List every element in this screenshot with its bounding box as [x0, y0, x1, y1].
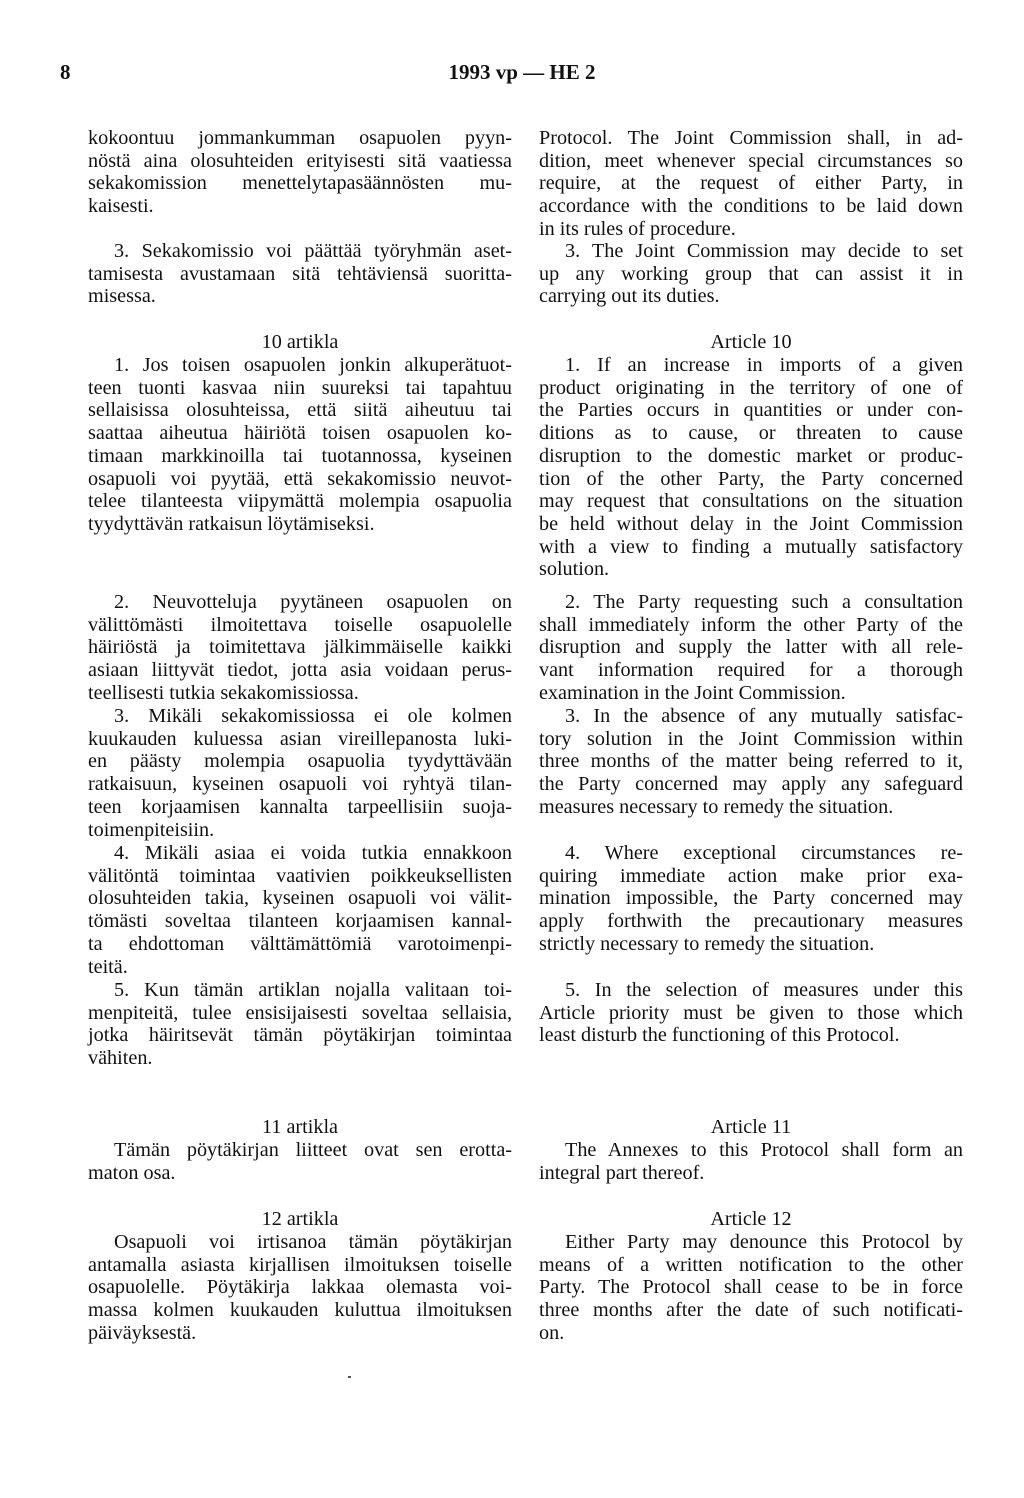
text-line: accordance with the conditions to be laid down — [539, 195, 963, 218]
text-line: dition, meet whenever special circumstances so — [539, 149, 963, 172]
text-line: up any working group that can assist it in — [539, 262, 963, 285]
text-line: menpiteitä, tulee ensisijaisesti soveltaa sellaisia, — [88, 1001, 512, 1024]
text-line: tamisesta avustamaan sitä tehtäviensä suoritta- — [88, 262, 512, 285]
text-line: saattaa aiheutua häiriötä toisen osapuolen ko- — [88, 422, 512, 445]
en-article-12-paragraph — [539, 1231, 963, 1345]
fi-article-11-heading: 11 artikla — [261, 1116, 339, 1138]
fi-article-10-para-2 — [88, 591, 512, 705]
text-line: teellisesti tutkia sekakomissiossa. — [88, 681, 359, 704]
text-line: product originating in the territory of one of — [539, 376, 963, 399]
text-line: misessa. — [88, 285, 156, 308]
en-article-12-heading: Article 12 — [710, 1208, 792, 1230]
text-line: teen korjaamisen kannalta tarpeellisiin suoja- — [88, 795, 512, 818]
text-line: teen tuonti kasvaa niin suureksi tai tapahtuu — [88, 376, 512, 399]
text-line: 5. In the selection of measures under this — [565, 979, 963, 1001]
text-line: measures necessary to remedy the situation. — [539, 795, 894, 818]
text-line: kuukauden kuluessa asian vireillepanosta luki- — [88, 727, 512, 750]
text-line: häiriöstä ja toimitettava jälkimmäiselle kaikki — [88, 636, 512, 659]
text-line: 1. Jos toisen osapuolen jonkin alkuperätuot- — [114, 354, 512, 376]
text-line: 2. Neuvotteluja pyytäneen osapuolen on — [114, 591, 512, 613]
text-line: disruption to the domestic market or produc- — [539, 444, 963, 467]
text-line: ratkaisuun, kyseinen osapuoli voi ryhtyä tilan- — [88, 773, 512, 796]
en-article-11-heading: Article 11 — [710, 1116, 792, 1138]
text-line: toimenpiteisiin. — [88, 818, 215, 841]
text-line: mination impossible, the Party concerned may — [539, 887, 963, 910]
text-line: 3. Sekakomissio voi päättää työryhmän aset- — [114, 240, 512, 262]
text-line: ditions as to cause, or threaten to cause — [539, 422, 963, 445]
text-line: Either Party may denounce this Protocol by — [565, 1231, 963, 1253]
text-line: ta ehdottoman välttämättömiä varotoimenpi- — [88, 932, 512, 955]
text-line: 3. In the absence of any mutually satisfac- — [565, 705, 963, 727]
en-article-10-heading: Article 10 — [710, 331, 792, 353]
text-line: asiaan liittyvät tiedot, jotta asia voidaan perus- — [88, 659, 512, 682]
text-line: välittömästi ilmoitettava toiselle osapuolelle — [88, 613, 512, 636]
text-line: olosuhteiden takia, kyseinen osapuoli voi välit- — [88, 887, 512, 910]
en-article-10-para-3 — [539, 705, 963, 819]
fi-article-12-heading: 12 artikla — [261, 1208, 339, 1230]
text-line: in its rules of procedure. — [539, 217, 736, 240]
text-line: kokoontuu jommankumman osapuolen pyyn- — [88, 127, 512, 149]
fi-section-3-paragraph — [88, 240, 512, 308]
text-line: 4. Mikäli asiaa ei voida tutkia ennakkoon — [114, 842, 512, 864]
text-line: Osapuoli voi irtisanoa tämän pöytäkirjan — [114, 1231, 512, 1253]
text-line: tömästi soveltaa tilanteen korjaamisen kannal- — [88, 910, 512, 933]
text-line: osapuolelle. Pöytäkirja lakkaa olemasta voi- — [88, 1276, 512, 1299]
page-number: 8 — [60, 60, 71, 84]
text-line: en päästy molempia osapuolia tyydyttävään — [88, 750, 512, 773]
fi-article-10-heading: 10 artikla — [261, 331, 339, 353]
running-head: 1993 vp — HE 2 — [448, 60, 596, 84]
stray-print-mark — [348, 1376, 351, 1378]
text-line: timaan markkinoilla tai tuotannossa, kyseinen — [88, 444, 512, 467]
en-article-10-para-2 — [539, 591, 963, 705]
text-line: apply forthwith the precautionary measures — [539, 910, 963, 933]
text-line: 5. Kun tämän artiklan nojalla valitaan toi- — [114, 979, 512, 1001]
text-line: strictly necessary to remedy the situation. — [539, 932, 875, 955]
text-line: jotka häiritsevät tämän pöytäkirjan toimintaa — [88, 1024, 512, 1047]
text-line: 2. The Party requesting such a consultation — [565, 591, 963, 613]
text-line: shall immediately inform the other Party of the — [539, 613, 963, 636]
text-line: three months of the matter being referred to it, — [539, 750, 963, 773]
text-line: The Annexes to this Protocol shall form an — [565, 1139, 963, 1161]
text-line: sekakomission menettelytapasäännösten mu- — [88, 172, 512, 195]
text-line: disruption and supply the latter with all rele- — [539, 636, 963, 659]
text-line: with a view to finding a mutually satisfactory — [539, 535, 963, 558]
text-line: 1. If an increase in imports of a given — [565, 354, 963, 376]
text-line: tion of the other Party, the Party concerned — [539, 467, 963, 490]
text-line: tyydyttävän ratkaisun löytämiseksi. — [88, 512, 375, 535]
text-line: sellaisissa olosuhteissa, että siitä aiheutuu tai — [88, 399, 512, 422]
text-line: means of a written notification to the other — [539, 1253, 963, 1276]
text-line: Protocol. The Joint Commission shall, in ad- — [539, 127, 963, 149]
fi-article-12-paragraph — [88, 1231, 512, 1345]
text-line: 3. Mikäli sekakomissiossa ei ole kolmen — [114, 705, 512, 727]
fi-article-10-para-3 — [88, 705, 512, 841]
text-line: vähiten. — [88, 1047, 153, 1070]
en-intro-paragraph — [539, 127, 963, 241]
text-line: carrying out its duties. — [539, 285, 720, 308]
text-line: may request that consultations on the situation — [539, 490, 963, 513]
text-line: three months after the date of such notificati- — [539, 1299, 963, 1322]
text-line: require, at the request of either Party, in — [539, 172, 963, 195]
text-line: välitöntä toimintaa vaativien poikkeuksellisten — [88, 864, 512, 887]
text-line: teitä. — [88, 955, 128, 978]
fi-article-10-para-4 — [88, 842, 512, 978]
text-line: Tämän pöytäkirjan liitteet ovat sen erotta- — [114, 1139, 512, 1161]
text-line: maton osa. — [88, 1161, 176, 1184]
text-line: Article priority must be given to those which — [539, 1001, 963, 1024]
text-line: vant information required for a thorough — [539, 659, 963, 682]
text-line: massa kolmen kuukauden kuluttua ilmoituksen — [88, 1299, 512, 1322]
text-line: solution. — [539, 558, 610, 581]
text-line: antamalla asiasta kirjallisen ilmoituksen toiselle — [88, 1253, 512, 1276]
text-line: examination in the Joint Commission. — [539, 681, 846, 704]
text-line: integral part thereof. — [539, 1161, 705, 1184]
text-line: quiring immediate action make prior exa- — [539, 864, 963, 887]
en-article-10-para-1 — [539, 354, 963, 581]
text-line: tory solution in the Joint Commission within — [539, 727, 963, 750]
en-article-10-para-4 — [539, 842, 963, 956]
text-line: the Party concerned may apply any safeguard — [539, 773, 963, 796]
text-line: Party. The Protocol shall cease to be in force — [539, 1276, 963, 1299]
text-line: the Parties occurs in quantities or under con- — [539, 399, 963, 422]
en-article-11-paragraph — [539, 1139, 963, 1184]
fi-article-11-paragraph — [88, 1139, 512, 1184]
text-line: osapuoli voi pyytää, että sekakomissio neuvot- — [88, 467, 512, 490]
text-line: be held without delay in the Joint Commission — [539, 512, 963, 535]
fi-article-10-para-1 — [88, 354, 512, 536]
en-section-3-paragraph — [539, 240, 963, 308]
text-line: 4. Where exceptional circumstances re- — [565, 842, 963, 864]
text-line: on. — [539, 1321, 565, 1344]
text-line: least disturb the functioning of this Protocol. — [539, 1024, 900, 1047]
fi-article-10-para-5 — [88, 979, 512, 1070]
text-line: telee tilanteesta viipymättä molempia osapuolia — [88, 490, 512, 513]
text-line: 3. The Joint Commission may decide to set — [565, 240, 963, 262]
text-line: nöstä aina olosuhteiden erityisesti sitä vaatiessa — [88, 149, 512, 172]
text-line: kaisesti. — [88, 195, 154, 218]
text-line: päiväyksestä. — [88, 1321, 197, 1344]
fi-intro-paragraph — [88, 127, 512, 218]
en-article-10-para-5 — [539, 979, 963, 1047]
